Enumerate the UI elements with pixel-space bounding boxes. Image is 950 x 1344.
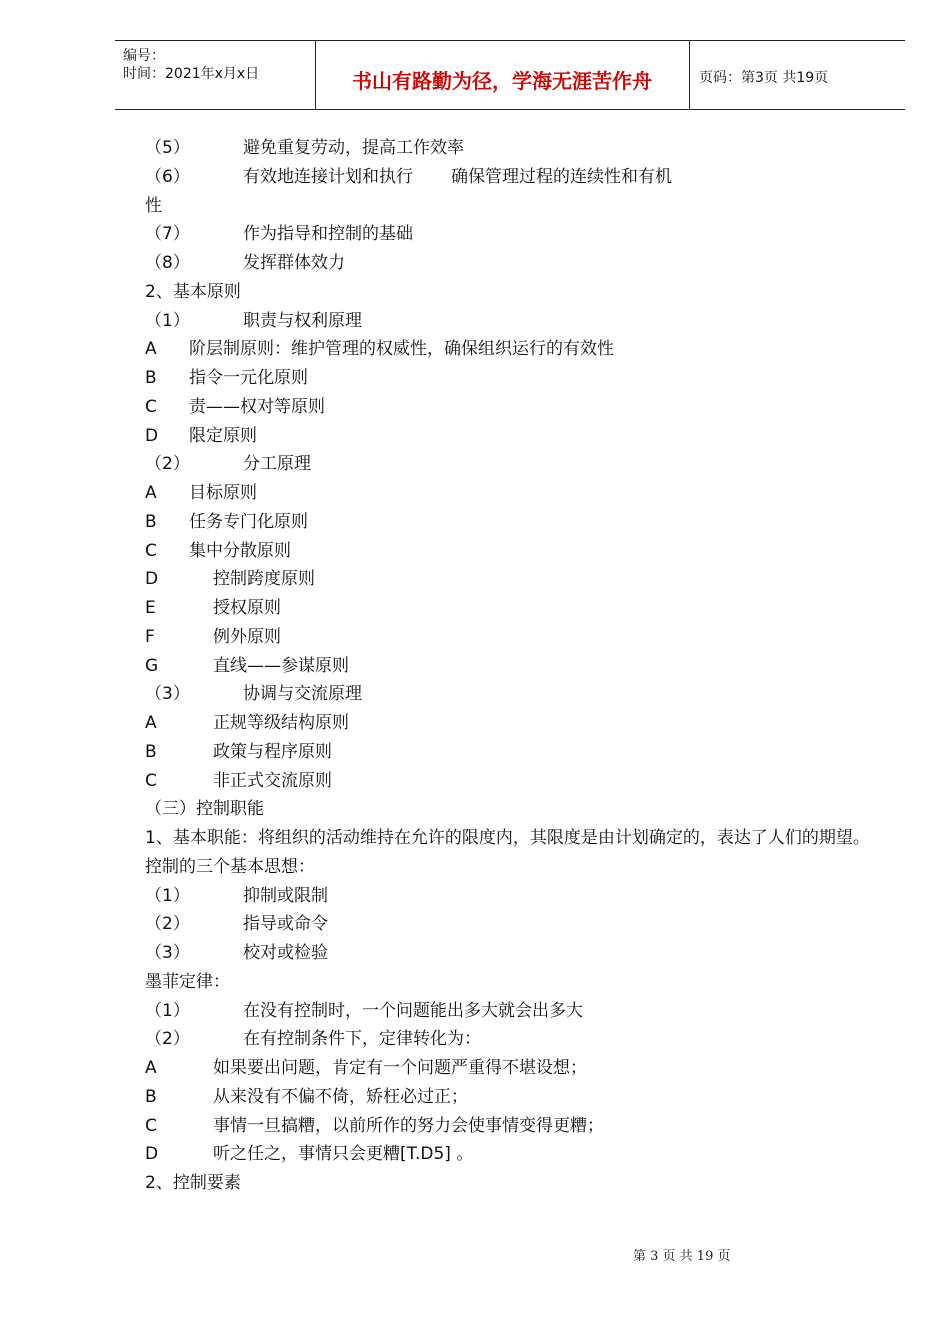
text-line	[145, 738, 875, 767]
item-letter: B	[145, 1086, 157, 1107]
item-text: 直线——参谋原则	[213, 655, 349, 676]
document-body	[145, 134, 875, 1198]
item-letter: C	[145, 770, 157, 791]
item-letter: C	[145, 540, 157, 561]
text-line	[145, 594, 875, 623]
item-text: 协调与交流原理	[243, 684, 362, 705]
item-text: 校对或检验	[243, 943, 328, 963]
text-line	[145, 709, 875, 738]
text-line	[145, 910, 875, 939]
text-line: 1、基本职能：将组织的活动维持在允许的限度内，其限度是由计划确定的，表达了人们的期望。	[145, 828, 870, 848]
item-text: 分工原理	[243, 454, 311, 475]
item-text: 授权原则	[213, 598, 281, 618]
item-text: 指导或命令	[243, 914, 328, 935]
text-line	[145, 537, 875, 566]
page-footer: 第 3 页 共 19 页	[633, 1249, 731, 1264]
item-text: 责——权对等原则	[189, 396, 325, 417]
line-text: 控制的三个基本思想：	[145, 856, 315, 877]
item-letter: D	[145, 1144, 159, 1165]
item-letter: E	[145, 598, 156, 618]
item-letter: C	[145, 1115, 157, 1136]
text-line	[145, 565, 875, 594]
line-text: 墨菲定律：	[145, 971, 230, 992]
text-line	[145, 853, 875, 882]
item-number: （2）	[145, 1029, 190, 1050]
header-motto-cell	[315, 41, 690, 109]
item-text: 政策与程序原则	[213, 741, 332, 762]
item-text: 限定原则	[189, 425, 257, 446]
item-number: （2）	[145, 454, 190, 475]
item-letter: D	[145, 425, 159, 446]
line-text: 性	[145, 195, 162, 216]
doc-number-label: 编号：	[123, 48, 165, 64]
item-text: 发挥群体效力	[243, 253, 345, 273]
line-text: 2、基本原则	[145, 281, 241, 302]
text-line	[145, 163, 875, 192]
text-line	[145, 479, 875, 508]
item-number: （3）	[145, 943, 190, 963]
item-text: 听之任之，事情只会更糟[T.D5] 。	[213, 1144, 474, 1165]
text-line	[145, 882, 875, 911]
item-number: （6）	[145, 166, 190, 187]
item-letter: F	[145, 626, 155, 647]
item-text: 有效地连接计划和执行	[243, 166, 413, 187]
item-text: 集中分散原则	[189, 540, 291, 561]
item-text: 正规等级结构原则	[213, 713, 349, 733]
text-line	[145, 364, 875, 393]
item-number: （2）	[145, 914, 190, 935]
item-text: 在没有控制时，一个问题能出多大就会出多大	[243, 1000, 583, 1021]
text-line	[145, 307, 875, 336]
text-line	[145, 968, 875, 997]
item-text: 阶层制原则：维护管理的权威性，确保组织运行的有效性	[189, 339, 614, 360]
text-line	[145, 220, 875, 249]
text-line	[145, 680, 875, 709]
header-motto: 书山有路勤为径，学海无涯苦作舟	[352, 69, 652, 93]
text-line	[145, 1025, 875, 1054]
item-letter: A	[145, 713, 157, 733]
item-number: （8）	[145, 253, 190, 273]
page-header	[115, 40, 905, 110]
text-line	[145, 1054, 875, 1083]
text-line	[145, 335, 875, 364]
text-line	[145, 795, 875, 824]
item-letter: A	[145, 1058, 157, 1078]
item-text: 任务专门化原则	[189, 511, 308, 532]
text-line	[145, 1169, 875, 1198]
item-number: （1）	[145, 310, 190, 331]
item-text: 目标原则	[189, 483, 257, 503]
header-page-number: 页码：第3页 共19页	[699, 70, 829, 86]
item-text: 事情一旦搞糟，以前所作的努力会使事情变得更糟；	[213, 1115, 604, 1136]
doc-time-label: 时间：2021年x月x日	[123, 66, 260, 82]
item-number: （3）	[145, 684, 190, 705]
item-number: （1）	[145, 1000, 190, 1021]
text-line	[145, 393, 875, 422]
item-number: （1）	[145, 885, 190, 906]
text-line	[145, 623, 875, 652]
item-text: 从来没有不偏不倚，矫枉必过正；	[213, 1086, 468, 1107]
item-text: 如果要出问题，肯定有一个问题严重得不堪设想；	[213, 1058, 587, 1078]
item-letter: B	[145, 511, 157, 532]
text-line	[145, 192, 875, 221]
text-line	[145, 1083, 875, 1112]
item-text: 非正式交流原则	[213, 770, 332, 791]
text-line	[145, 652, 875, 681]
text-line	[145, 134, 875, 163]
text-line	[145, 1140, 875, 1169]
item-number: （7）	[145, 224, 190, 245]
item-text: 在有控制条件下，定律转化为：	[243, 1029, 481, 1050]
item-letter: B	[145, 368, 157, 388]
item-letter: B	[145, 741, 157, 762]
item-text: 抑制或限制	[243, 885, 328, 906]
text-line	[145, 249, 875, 278]
item-letter: C	[145, 396, 157, 417]
text-line	[145, 939, 875, 968]
item-letter: G	[145, 655, 159, 676]
item-text: 作为指导和控制的基础	[243, 224, 413, 245]
text-line	[145, 508, 875, 537]
item-number: （5）	[145, 138, 190, 158]
text-line	[145, 767, 875, 796]
item-letter: D	[145, 569, 159, 590]
item-text: 职责与权利原理	[243, 310, 362, 331]
item-text: 避免重复劳动，提高工作效率	[243, 138, 464, 158]
line-text: 2、控制要素	[145, 1173, 241, 1193]
item-text: 控制跨度原则	[213, 569, 315, 590]
item-text: 指令一元化原则	[189, 368, 308, 388]
text-line	[145, 1112, 875, 1141]
header-meta-cell	[115, 41, 316, 109]
text-line	[145, 278, 875, 307]
item-letter: A	[145, 483, 157, 503]
text-line	[145, 450, 875, 479]
text-line	[145, 422, 875, 451]
header-page-cell	[689, 41, 905, 109]
text-line	[145, 997, 875, 1026]
line-text: （三）控制职能	[145, 799, 264, 820]
item-text: 例外原则	[213, 626, 281, 647]
item-letter: A	[145, 339, 157, 360]
item-text-continued: 确保管理过程的连续性和有机	[451, 166, 672, 187]
